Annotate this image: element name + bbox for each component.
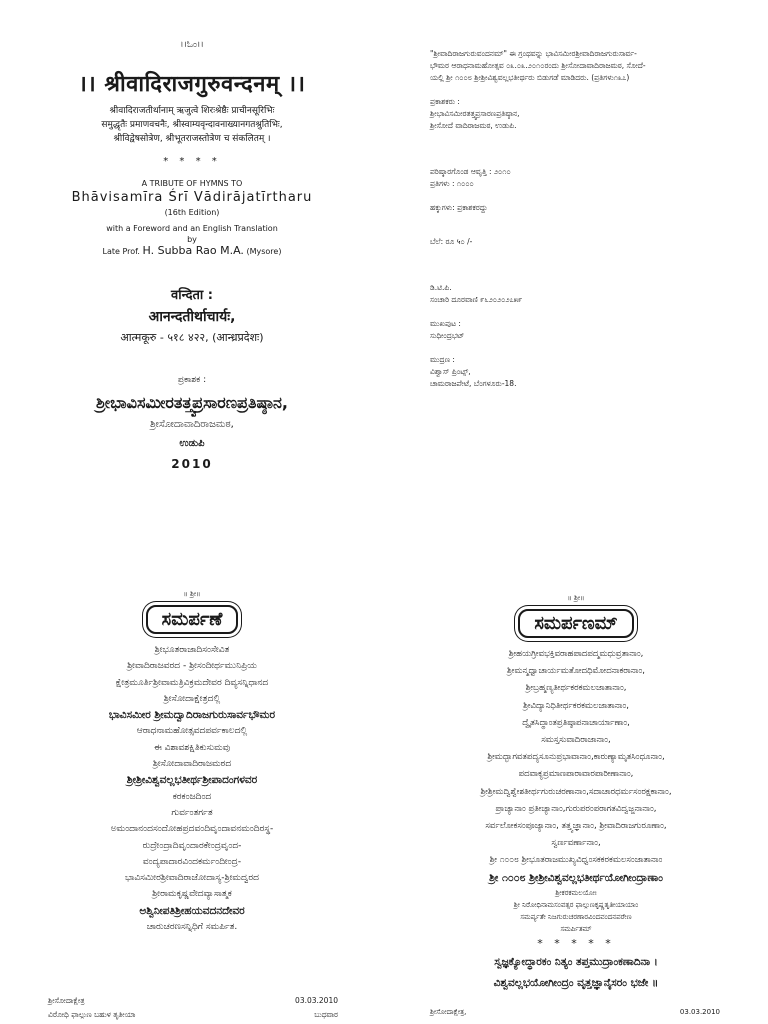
dedication-lines bbox=[0, 642, 384, 935]
footer-place: ಶ್ರೀಸೋದಾಕ್ಷೇತ್ರ bbox=[48, 996, 85, 1005]
printer-label: ಮುದ್ರಣ : bbox=[430, 355, 455, 364]
dedication-line: ಶ್ರೀ ೧೦೦೮ ಶ್ರೀಶ್ರೀವಿಶ್ವವಲ್ಲಭತೀರ್ಥಯೋಗೀಂದ್ರಾಣಾಂ bbox=[489, 871, 663, 884]
publisher-math: ಶ್ರೀಸೋದಾವಾದಿರಾಜಮಠ, bbox=[150, 419, 234, 430]
dedication-line: ಶ್ರೀವಿದ್ಯಾನಿಧಿತೀರ್ಥಕರಕಮಲಜಾತಾನಾಂ, bbox=[523, 700, 629, 711]
dedication-small-lines bbox=[384, 887, 768, 935]
dedication-sanskrit bbox=[384, 594, 768, 1016]
by-label: by bbox=[187, 235, 197, 244]
dedication-line: ಪದವಾಕ್ಯಪ್ರಮಾಣಪಾರಾವಾರಪಾರೀಣಾನಾಂ, bbox=[518, 769, 634, 780]
dedication-line: ಕರಕಂಜದಿಂದ bbox=[172, 791, 212, 802]
cover-name: ಸುಧೀಂದ್ರಭಟ್ bbox=[430, 331, 465, 340]
subtitle-line: श्रीविद्वेषसोत्रेण, श्रीभूतराजस्तोत्रेण च संकलितम् । bbox=[113, 134, 271, 144]
footer-date: 03.03.2010 bbox=[295, 996, 338, 1005]
dedication-line: ಶ್ರೀಶ್ರೀವಿಶ್ವವಲ್ಲಭತೀರ್ಥಶ್ರೀಪಾದಂಗಳವರ bbox=[126, 774, 258, 787]
dedication-line: ಕ್ಷೇತ್ರಮೂರ್ತಿಶ್ರೀವಾಮತ್ರಿವಿಕ್ರಮದೇವರ ದಿವ್ಯಸನ್ನಿಧಾನದ bbox=[115, 677, 269, 688]
translator-name: H. Subba Rao M.A. bbox=[142, 244, 244, 257]
dedication-footer bbox=[430, 1008, 720, 1017]
dedication-line: ಶ್ರೀರಾಮಕೃಷ್ಣವೇದವ್ಯಾಸಾತ್ಮಕ bbox=[152, 889, 232, 900]
title-page bbox=[0, 40, 384, 471]
imprint-publisher-label: ಪ್ರಕಾಶಕರು : bbox=[430, 97, 460, 106]
dedication-line: ಶ್ರೀಮನ್ಮಧ್ವಾಚಾರ್ಯಮತೋದಧಿಮೋದನಾಕರಾನಾಂ, bbox=[507, 666, 645, 677]
footer-date: 03.03.2010 bbox=[679, 1008, 720, 1016]
dedication-line: ಶ್ರೀಬ್ರಹ್ಮಣ್ಯತೀರ್ಥಕರಕಮಲಜಾತಾನಾಂ, bbox=[525, 683, 627, 694]
author-address: आत्मकूरु - ५१८ ४२२, (आन्ध्रप्रदेशः) bbox=[120, 331, 264, 344]
foreword-note: with a Foreword and an English Translation bbox=[106, 224, 278, 233]
subtitle-line: समुद्धृतैः प्रमाणवचनैः, श्रीस्वाम्यवृन्दावनाख्यानगतश्रुतिभिः, bbox=[101, 120, 283, 130]
dedication-heading: ಸಮರ್ಪಣೆ bbox=[146, 605, 239, 634]
dedication-line: ಅಶ್ವಿನೀಪತಿಶ್ರೀಹಯವದನದೇವರ bbox=[139, 904, 245, 917]
dedication-line: ಪ್ರಾಚ್ಯಾನಾಂ ಪ್ರತೀಚ್ಯಾನಾಂ,ಗುರುಪರಂಪರಾಗತವಿದ್ವಜ್ಜನಾನಾಂ, bbox=[495, 803, 657, 814]
dedication-line: ದ್ವೈತಸಿದ್ಧಾಂತಪ್ರತಿಷ್ಠಾಪನಾಚಾರ್ಯಾಣಾಂ, bbox=[522, 717, 630, 728]
dedication-line: ಸ್ವರ್ಣವರ್ಣಾನಾಂ, bbox=[551, 838, 601, 849]
sanskrit-subtitle bbox=[0, 104, 384, 146]
publisher-place: ಉಡುಪಿ bbox=[179, 438, 205, 449]
shri-mark: ॥ ಶ್ರೀ॥ bbox=[567, 594, 585, 602]
dedication-line: ಭಾವಿಸಮೀರಶ್ರೀವಾದಿರಾಜೋದಾಸ್ಯ-ಶ್ರೀಮದ್ವರದ bbox=[125, 873, 259, 884]
publisher-name: ಶ್ರೀಭಾವಿಸಮೀರತತ್ತ್ವಪ್ರಸಾರಣಪ್ರತಿಷ್ಠಾನ, bbox=[96, 393, 288, 412]
printer-address: ಚಾಮರಾಜಪೇಟೆ, ಬೆಂಗಳೂರು-18. bbox=[430, 379, 517, 388]
page-title: ।। श्रीवादिराजगुरुवन्दनम् ।। bbox=[78, 72, 306, 97]
dtp-label: ಡಿ.ಟಿ.ಪಿ. bbox=[430, 283, 452, 292]
dedication-line: ಚಾರುಚರಣಸನ್ನಿಧಿಗೆ ಸಮರ್ಪಿತ. bbox=[146, 922, 238, 933]
dedication-line: ಶ್ರೀಹಯಗ್ರೀವಭಕ್ತಿವರಾಹಪಾದಪದ್ಮಮಧುವ್ರತಾನಾಂ, bbox=[508, 649, 644, 659]
verse-line: ವಿಶ್ವವಲ್ಲಭಯೋಗೀಂದ್ರಂ ವೃತ್ತಜ್ಞಾನೈಸರಂ ಭಜೇ ॥ bbox=[493, 976, 659, 989]
dedication-line: ಶ್ರೀಸೋದಾಕ್ಷೇತ್ರದಲ್ಲಿ bbox=[163, 693, 221, 704]
dedication-line: ರುದ್ರೇಂದ್ರಾದಿವೃಂದಾರಕೇಂದ್ರವೃಂದ- bbox=[142, 840, 242, 851]
release-note-line: ಯಲ್ಲಿ ಶ್ರೀ ೧೦೦೮ ಶ್ರೀಶ್ರೀವಿಶ್ವವಲ್ಲಭತೀರ್ಥರು ಬಿಡುಗಡೆ ಮಾಡಿದರು. (ಪ್ರತಿಗಳು೧೩೭) bbox=[430, 73, 630, 82]
printer-name: ವಿಶ್ವಾಸ್ ಪ್ರಿಂಟ್ಸ್, bbox=[430, 367, 471, 376]
dedication-lines bbox=[384, 646, 768, 887]
dedication-line: ಶ್ರೀ ೧೦೦೮ ಶ್ರೀಭೂತರಾಜಮುಖ್ಯವಿಧ್ವಂಸಕಕರಕಮಲಸಂಜಾತಾನಾಂ bbox=[489, 855, 663, 866]
dedication-line: ಅಮಂದಾನಂದಸಂದೋಹಪ್ರದವಂದಿವೃಂದಾವನಮಂದಿರಸ್ಥ- bbox=[110, 824, 274, 835]
dedication-line: ಸರ್ವಲೋಕಸಂಪೂಜ್ಯಾನಾಂ, ತತ್ತ್ವಜ್ಞಾನಾಂ, ಶ್ರೀವಾದಿರಾಜಗುರೂಣಾಂ, bbox=[485, 821, 667, 832]
imprint-publisher-line: ಶ್ರೀಸೋದೆ ವಾದಿರಾಜಮಠ, ಉಡುಪಿ. bbox=[430, 121, 517, 130]
english-name: Bhāvisamīra Śrī Vādirājatīrtharu bbox=[71, 190, 313, 205]
dedication-kannada bbox=[0, 590, 384, 1019]
rights-line: ಹಕ್ಕುಗಳು: ಪ್ರಕಾಶಕರದ್ದು bbox=[430, 203, 488, 212]
dedication-line: ಈ ವಿಶಾವಶಕ್ಷಿತಿಕುಸುಮವು bbox=[153, 742, 231, 753]
dedication-line: ಆರಾಧನಾಮಹೋತ್ಸವದಪರ್ವಕಾಲದಲ್ಲಿ bbox=[136, 726, 248, 737]
stars-divider: * * * * bbox=[163, 156, 221, 167]
dedication-line: ಶ್ರೀಸೋದಾವಾದಿರಾಜಮಠದ bbox=[152, 759, 232, 770]
english-tagline: A TRIBUTE OF HYMNS TO bbox=[141, 179, 243, 188]
small-line: ಸಮರ್ಪ್ಯತೇ ನಿಜಗುರುಚರಣಾರವಿಂದವಂದನಪರೇಣ bbox=[520, 912, 632, 921]
dtp-phone: ಸಂಚಾರಿ ದೂರವಾಣಿ ೯೬೨೦೨೦೨೭೫೯ bbox=[430, 295, 523, 304]
small-line: ಶ್ರೀ ನಿರೋಧಿನಾಮಸಂವತ್ಸರ ಫಾಲ್ಗುಣಕೃಷ್ಣತೃತೀಯಾಯಾಂ bbox=[513, 900, 639, 909]
footer-place: ಶ್ರೀಸೋದಾಕ್ಷೇತ್ರ, bbox=[430, 1008, 467, 1016]
dedication-line: ಸಮಸ್ತಸುವಾದಿರಾಜಾನಾಂ, bbox=[541, 735, 611, 746]
footer-day: ಬುಧವಾರ bbox=[314, 1010, 338, 1019]
dedication-heading: ಸಮರ್ಪಣಮ್ bbox=[518, 609, 633, 638]
dedication-line: ಭಾವಿಸಮೀರ ಶ್ರೀಮದ್ವಾದಿರಾಜಗುರುಸಾರ್ವಭೌಮರ bbox=[108, 709, 276, 722]
subtitle-line: श्रीवादिराजतीर्थानाम् ऋजुत्वे शिरःश्रेष्ठैः प्राचीनसूरिभिः bbox=[109, 106, 275, 116]
edition-line: ಪರಿಷ್ಕಾರಗೊಂಡ ಆವೃತ್ತಿ : ೨೦೧೦ bbox=[430, 167, 511, 176]
shri-mark: ॥ ಶ್ರೀ॥ bbox=[183, 590, 201, 598]
verse-line: ಸ್ವಜ್ಞಕ್ಯೋದ್ಧಾರಕಂ ನಿತ್ಯಂ ತಪ್ತಮುದ್ರಾಂಕಣಾದಿನಾ । bbox=[494, 955, 658, 968]
dedication-line: ಶ್ರೀಶ್ರೀಮದ್ವಿಶ್ವೇಶತೀರ್ಥಗುರುಚರಣಾನಾಂ,ಸದಾಚಾರಧರ್ಮಸಂರಕ್ಷಕಾನಾಂ, bbox=[480, 786, 672, 797]
dedication-line: ಗುರ್ವಂತರ್ಗತ bbox=[171, 807, 213, 818]
dedication-line: ಶ್ರೀಭೂತರಾಜಾದಿಸಂಸೇವಿತ bbox=[154, 645, 230, 655]
footer-tithi: ವಿರೋಧಿ ಫಾಲ್ಗುಣ ಬಹುಳ ತೃತೀಯಾ bbox=[48, 1010, 136, 1019]
author-name: आनन्दतीर्थाचार्यः, bbox=[148, 309, 236, 325]
dedication-line: ಶ್ರೀಮದ್ಭಾಗವತಪದ್ಯಸೂನುಪ್ರಭಾವಾನಾಂ,ಕಾರುಣ್ಯಾಮೃತಸಿಂಧೂನಾಂ, bbox=[487, 752, 665, 763]
small-line: ಶ್ರೀಕರಕಮಲಯೋಃ bbox=[555, 888, 597, 897]
copies-line: ಪ್ರತಿಗಳು : ೧೦೦೦ bbox=[430, 179, 474, 188]
translator bbox=[0, 245, 384, 257]
imprint-page bbox=[430, 48, 760, 390]
dedication-line: ವಂದ್ಯಪಾದಾರವಿಂದಕರ್ಮಂದೀಂದ್ರ- bbox=[142, 856, 242, 867]
release-note-line: "ಶ್ರೀವಾದಿರಾಜಗುರುವಂದನಮ್" ಈ ಗ್ರಂಥವನ್ನು ಭಾವಿಸಮೀರಶ್ರೀವಾದಿರಾಜಗುರುಸಾರ್ವ- bbox=[430, 49, 637, 58]
dedication-footer bbox=[48, 994, 338, 1022]
imprint-publisher-line: ಶ್ರೀಭಾವಿಸಮೀರತತ್ತ್ವಪ್ರಸಾರಣಪ್ರತಿಷ್ಠಾನ, bbox=[430, 109, 520, 118]
publisher-label: ಪ್ರಕಾಶಕ : bbox=[177, 375, 207, 385]
dedication-line: ಶ್ರೀವಾದಿರಾಜವರದ - ಶ್ರೀಸಂದೀರ್ಥಮುನಿಪ್ರಿಯ bbox=[127, 661, 257, 672]
stars-divider: * * * * * bbox=[537, 936, 615, 950]
translator-prefix: Late Prof. bbox=[102, 247, 140, 256]
publication-year: 2010 bbox=[171, 457, 213, 471]
vandita-label: वन्दिता : bbox=[170, 288, 214, 303]
price-line: ಬೆಲೆ: ರೂ ५೦ /- bbox=[430, 237, 473, 246]
edition: (16th Edition) bbox=[164, 208, 220, 217]
verse bbox=[384, 952, 768, 994]
cover-label: ಮುಖಪುಟ : bbox=[430, 319, 461, 328]
release-note-line: ಭೌಮರ ಆರಾಧನಾಮಹೋತ್ಸವ ೦೩.೦೩.೨೦೧೦ರಂದು ಶ್ರೀಸೋದಾವಾದಿರಾಜಮಠ, ಸೋದೆ- bbox=[430, 61, 646, 70]
translator-place: (Mysore) bbox=[246, 247, 282, 256]
small-line: ಸಮರ್ಪಿತಮ್ bbox=[560, 924, 592, 933]
om-mark: ।।ಓಂ।। bbox=[180, 40, 204, 50]
